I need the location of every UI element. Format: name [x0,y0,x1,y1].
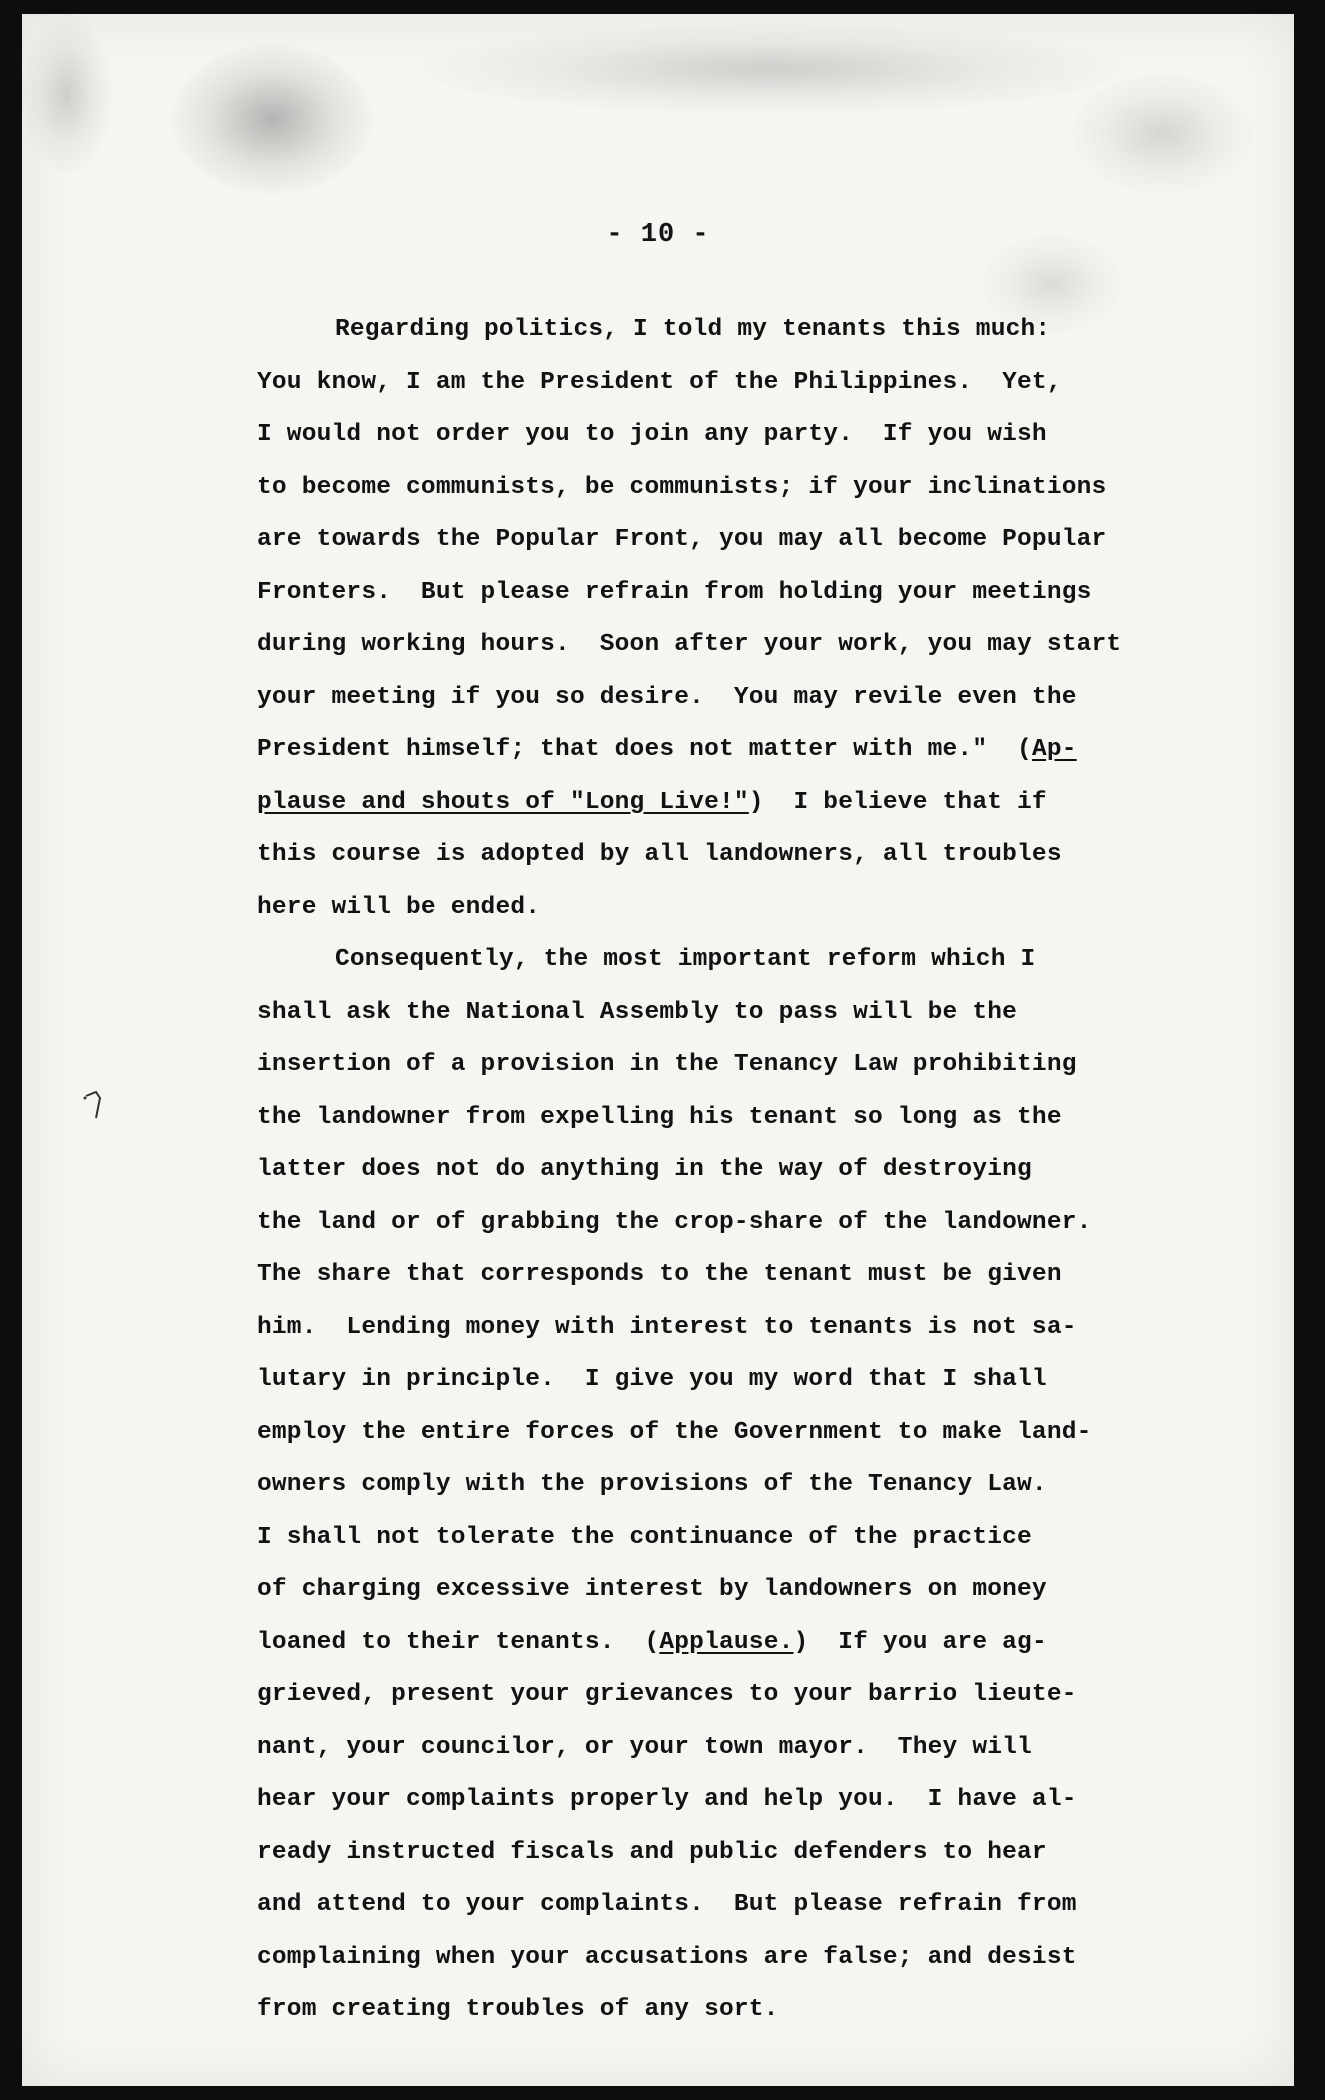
text-line: I would not order you to join any party. If you wish [257,421,1047,448]
text-line: from creating troubles of any sort. [257,1996,779,2023]
text-line: shall ask the National Assembly to pass will be the [257,998,1018,1026]
text-line: latter does not do anything in the way of destroying [257,1156,1032,1183]
text-line: grieved, present your grievances to your barrio lieute- [257,1681,1077,1708]
text-line: owners comply with the provisions of the Tenancy Law. [257,1471,1047,1498]
text-line: complaining when your accusations are false; and desist [257,1943,1077,1971]
text-line: hear your complaints properly and help you. I have al- [257,1786,1077,1813]
text-line: are towards the Popular Front, you may all become Popular [257,526,1107,553]
text-segment: ) I believe that if [748,788,1047,816]
ink-smudge [22,14,112,174]
text-line: nant, your councilor, or your town mayor. They will [257,1733,1032,1761]
paragraph [257,304,1217,934]
text-segment: ) If you are ag- [793,1628,1047,1656]
document-body [257,304,1217,2037]
text-line [257,1617,1217,1670]
text-segment: loaned to their tenants. ( [257,1628,660,1656]
paragraph [257,934,1217,2037]
text-line: lutary in principle. I give you my word that I shall [257,1366,1047,1393]
page-number: - 10 - [606,220,710,250]
text-line: here will be ended. [257,893,541,921]
underlined-text: Ap- [1031,736,1077,763]
text-line: the land or of grabbing the crop-share of the landowner. [257,1208,1092,1236]
text-line: The share that corresponds to the tenant must be given [257,1261,1062,1288]
underlined-text: plause and shouts of "Long Live!" [257,788,749,816]
text-line: Fronters. But please refrain from holding your meetings [257,578,1092,606]
text-line: this course is adopted by all landowners, all troubles [257,841,1062,868]
text-line: and attend to your complaints. But please refrain from [257,1891,1077,1918]
text-line: your meeting if you so desire. You may revile even the [257,683,1077,711]
ink-smudge [1072,74,1252,194]
text-line [257,724,1217,777]
text-line: him. Lending money with interest to tenants is not sa- [257,1313,1077,1341]
text-line: during working hours. Soon after your work, you may start [257,631,1122,658]
ink-smudge [172,44,372,194]
ink-smudge [422,24,1122,114]
pencil-mark-icon [82,1084,116,1124]
text-line: to become communists, be communists; if your inclinations [257,473,1107,501]
text-line: ready instructed fiscals and public defenders to hear [257,1838,1047,1866]
text-line: Consequently, the most important reform which I [335,946,1036,973]
underlined-text: Applause. [659,1628,794,1656]
document-page [22,14,1294,2086]
text-line: of charging excessive interest by landowners on money [257,1576,1047,1603]
text-line [257,777,1217,830]
text-line: You know, I am the President of the Philippines. Yet, [257,368,1062,396]
text-line: I shall not tolerate the continuance of the practice [257,1523,1032,1551]
text-line: the landowner from expelling his tenant so long as the [257,1103,1062,1131]
text-line: employ the entire forces of the Government to make land- [257,1418,1092,1446]
text-segment: President himself; that does not matter with me." ( [257,736,1032,763]
text-line: Regarding politics, I told my tenants this much: [335,316,1051,343]
text-line: insertion of a provision in the Tenancy Law prohibiting [257,1051,1077,1078]
